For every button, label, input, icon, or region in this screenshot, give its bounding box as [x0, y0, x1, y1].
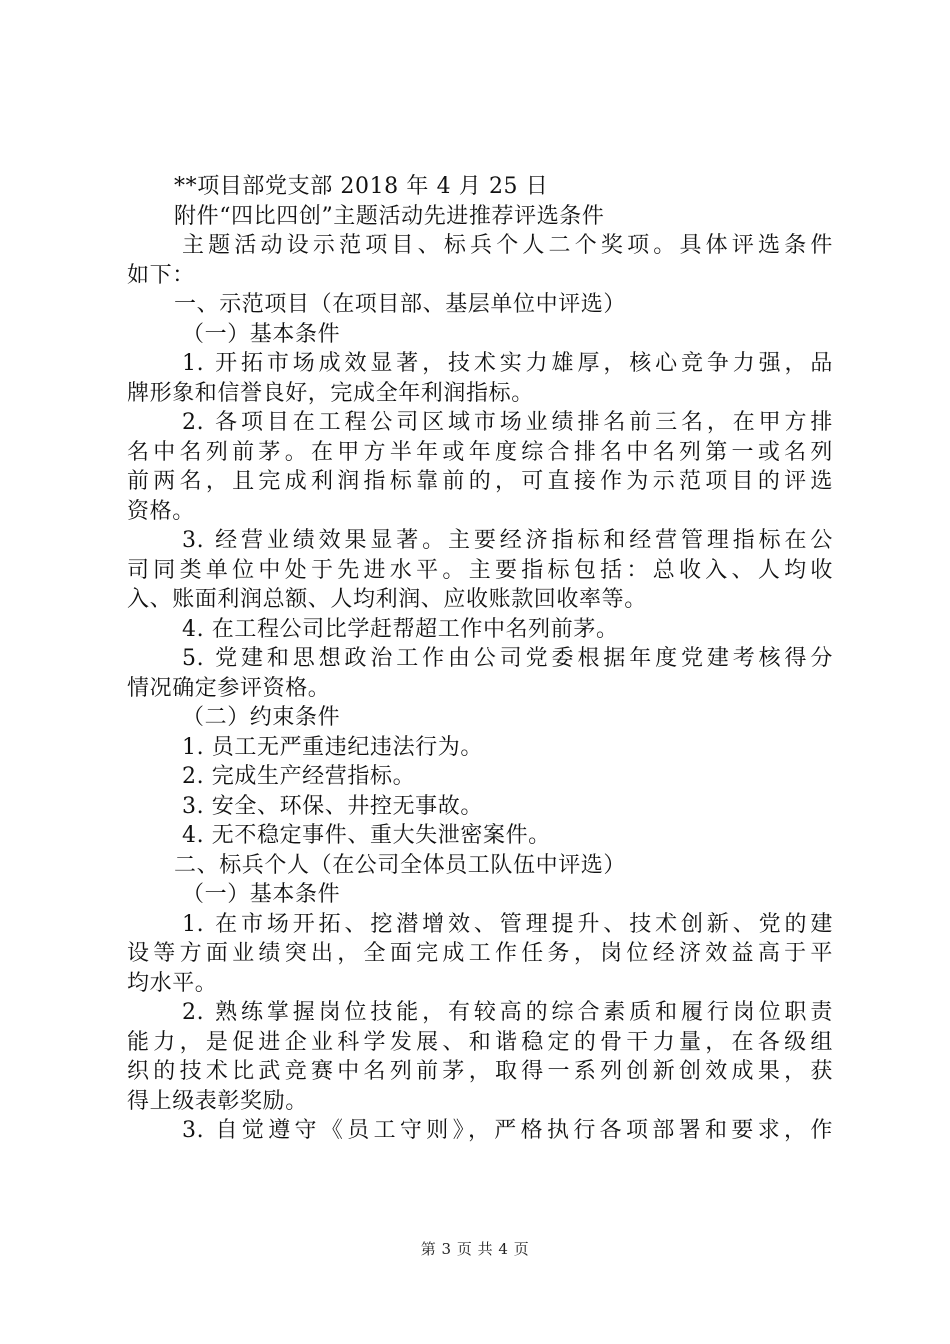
paragraph-line: 司同类单位中处于先进水平。主要指标包括：总收入、人均收: [127, 557, 833, 583]
subsection-heading: （二）约束条件: [182, 705, 341, 730]
paragraph-line: 织的技术比武竞赛中名列前茅，取得一系列创新创效成果，获: [127, 1059, 833, 1084]
paragraph-line: 3. 安全、环保、井控无事故。: [182, 793, 483, 819]
document-body: [127, 172, 833, 1146]
paragraph-line: 主题活动设示范项目、标兵个人二个奖项。具体评选条件: [182, 233, 833, 258]
paragraph-line: 如下：: [127, 262, 195, 288]
section-heading: 二、标兵个人（在公司全体员工队伍中评选）: [174, 852, 627, 878]
paragraph-line: 资格。: [127, 498, 195, 524]
paragraph-line: 5. 党建和思想政治工作由公司党委根据年度党建考核得分: [182, 646, 833, 671]
paragraph-line: 能力，是促进企业科学发展、和谐稳定的骨干力量，在各级组: [127, 1029, 833, 1055]
paragraph-line: 4. 在工程公司比学赶帮超工作中名列前茅。: [182, 616, 619, 642]
paragraph-line: 3. 自觉遵守《员工守则》，严格执行各项部署和要求，作: [182, 1118, 833, 1143]
paragraph-line: 2. 熟练掌握岗位技能，有较高的综合素质和履行岗位职责: [182, 1000, 833, 1025]
paragraph-line: 入、账面利润总额、人均利润、应收账款回收率等。: [127, 587, 647, 612]
paragraph-line: 1. 在市场开拓、挖潜增效、管理提升、技术创新、党的建: [182, 911, 833, 937]
paragraph-line: 牌形象和信誉良好，完成全年利润指标。: [127, 380, 534, 406]
paragraph-line: 得上级表彰奖励。: [127, 1088, 308, 1114]
page-footer: 第 3 页 共 4 页: [420, 1240, 530, 1258]
paragraph-line: 3. 经营业绩效果显著。主要经济指标和经营管理指标在公: [182, 528, 833, 553]
paragraph-line: 名中名列前茅。在甲方半年或年度综合排名中名列第一或名列: [127, 439, 833, 465]
paragraph-line: 情况确定参评资格。: [127, 675, 331, 701]
paragraph-line: 设等方面业绩突出，全面完成工作任务，岗位经济效益高于平: [127, 941, 833, 966]
subsection-heading: （一）基本条件: [182, 321, 341, 347]
paragraph-line: 前两名，且完成利润指标靠前的，可直接作为示范项目的评选: [127, 469, 833, 494]
signature-line: **项目部党支部 2018 年 4 月 25 日: [174, 174, 549, 199]
subsection-heading: （一）基本条件: [182, 882, 341, 907]
paragraph-line: 4. 无不稳定事件、重大失泄密案件。: [182, 823, 551, 848]
attachment-title: 附件“四比四创”主题活动先进推荐评选条件: [174, 203, 605, 229]
paragraph-line: 1. 员工无严重违纪违法行为。: [182, 734, 483, 760]
paragraph-line: 1. 开拓市场成效显著，技术实力雄厚，核心竞争力强，品: [182, 351, 833, 376]
paragraph-line: 2. 完成生产经营指标。: [182, 764, 416, 789]
paragraph-line: 2. 各项目在工程公司区域市场业绩排名前三名，在甲方排: [182, 410, 833, 435]
paragraph-line: 均水平。: [127, 970, 218, 996]
section-heading: 一、示范项目（在项目部、基层单位中评选）: [174, 292, 627, 317]
